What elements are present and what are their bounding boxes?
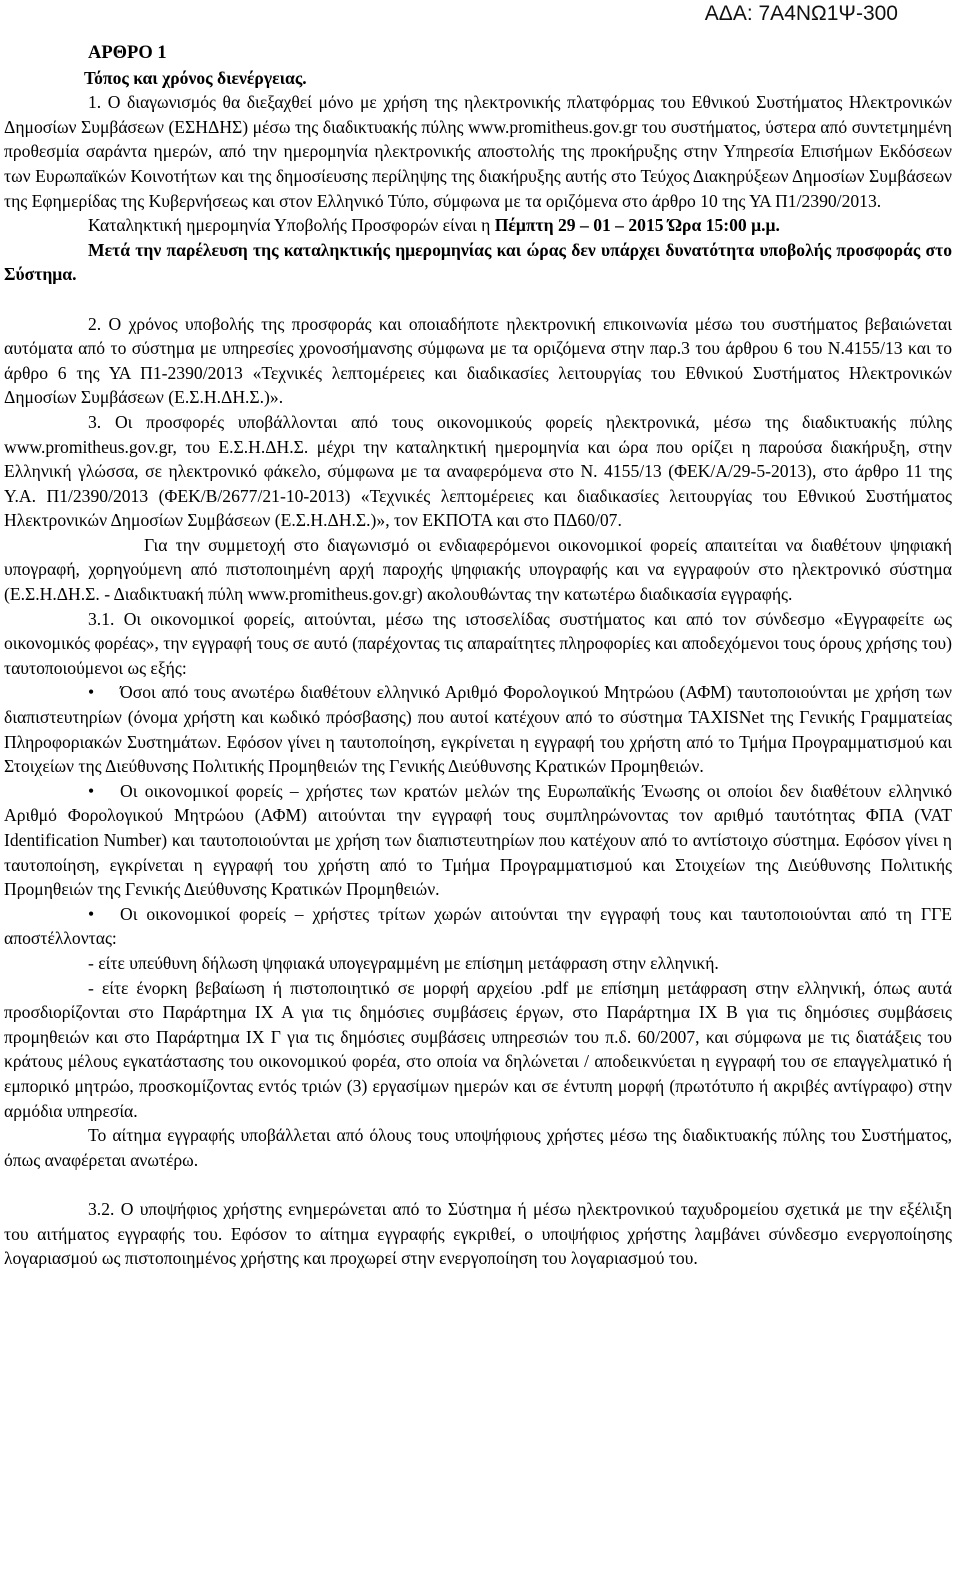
spacer — [4, 1172, 952, 1197]
dash-item-2: - είτε ένορκη βεβαίωση ή πιστοποιητικό σε μορφή αρχείου .pdf με επίσημη μετάφραση στην ελληνική, όπως αυτά προσδιορίζονται στο Παράρτημα ΙΧ Α για τις δημόσιες συμβάσεις έργων, στο Παράρτημα ΙΧ Β για τις δημόσιες συμβάσεις προμηθειών και στο Παράρτημα ΙΧ Γ για τις δημόσιες συμβάσεις υπηρεσιών του π.δ. 60/2007, και σύμφωνα με τις διατάξεις του κράτους μέλους εγκατάστασης του οικονομικού φορέα, στο οποία να δηλώνεται / αποδεικνύεται η εγγραφή του σε επαγγελματικό ή εμπορικό μητρώο, προσκομίζοντας εντός τριών (3) εργασίμων ημερών και σε έντυπη μορφή (πρωτότυπο ή ακριβές αντίγραφο) στην αρμόδια υπηρεσία. — [4, 977, 952, 1121]
paragraph-3: 3. Οι προσφορές υποβάλλονται από τους οικονομικούς φορείς ηλεκτρονικά, μέσω της διαδικτυακής πύλης www.promitheus.gov.gr, του Ε.Σ.Η.ΔΗ.Σ. μέχρι την καταληκτική ημερομηνία και ώρα που ορίζει η παρούσα διακήρυξη, στην Ελληνική γλώσσα, σε ηλεκτρονικό φάκελο, σύμφωνα με τα αναφερόμενα στο Ν. 4155/13 (ΦΕΚ/Α/29-5-2013), στο άρθρο 11 της Υ.Α. Π1/2390/2013 (ΦΕΚ/Β/2677/21-10-2013) «Τεχνικές λεπτομέρειες και διαδικασίες λειτουργίας του Εθνικού Συστήματος Ηλεκτρονικών Δημοσίων Συμβάσεων (Ε.Σ.Η.ΔΗ.Σ.)», τον ΕΚΠΟΤΑ και στο ΠΔ60/07. — [4, 411, 952, 531]
bullet-icon: • — [88, 780, 95, 801]
deadline-value: Πέμπτη 29 – 01 – 2015 Ώρα 15:00 μ.μ. — [494, 215, 780, 236]
paragraph-1: 1. Ο διαγωνισμός θα διεξαχθεί μόνο με χρήση της ηλεκτρονικής πλατφόρμας του Εθνικού Συστήματος Ηλεκτρονικών Δημοσίων Συμβάσεων (ΕΣΗΔΗΣ) μέσω της διαδικτυακής πύλης www.promitheus.gov.gr του συστήματος, ύστερα από συντετμημένη προθεσμία σαράντα ημερών, από την ημερομηνία ηλεκτρονικής αποστολής της προκήρυξης στην Υπηρεσία Επισήμων Εκδόσεων των Ευρωπαϊκών Κοινοτήτων και της δημοσίευσης περίληψης της διακήρυξης αυτής στο Τεύχος Διακηρύξεων Δημοσίων Συμβάσεων της Εφημερίδας της Κυβερνήσεως και στον Ελληνικό Τύπο, σύμφωνα με τα οριζόμενα στο άρθρο 10 της ΥΑ Π1/2390/2013. — [4, 92, 952, 211]
list-item — [4, 680, 952, 778]
document-page — [4, 41, 952, 1271]
article-heading: ΑΡΘΡΟ 1 — [88, 43, 167, 63]
paragraph-3-1: 3.1. Οι οικονομικοί φορείς, αιτούνται, μέσω της ιστοσελίδας συστήματος και από τον σύνδεσμο «Εγγραφείτε ως οικονομικός φορέας», την εγγραφή τους σε αυτό (παρέχοντας τις απαραίτητες πληροφορίες και αποδεχόμενοι τους όρους χρήσης του) ταυτοποιούμενοι ως εξής: — [4, 608, 952, 678]
dash-item-1: - είτε υπεύθυνη δήλωση ψηφιακά υπογεγραμμένη με επίσημη μετάφραση στην ελληνική. — [88, 952, 719, 973]
deadline-paragraph — [4, 213, 952, 238]
deadline-notice: Μετά την παρέλευση της καταληκτικής ημερομηνίας και ώρας δεν υπάρχει δυνατότητα υποβολής προσφοράς στο Σύστημα. — [4, 239, 952, 285]
bullet-icon: • — [88, 682, 95, 703]
paragraph-6: Το αίτημα εγγραφής υποβάλλεται από όλους τους υποψήφιους χρήστες μέσω της διαδικτυακής πύλης του Συστήματος, όπως αναφέρεται ανωτέρω. — [4, 1125, 952, 1170]
list-item-text: Οι οικονομικοί φορείς – χρήστες των κρατών μελών της Ευρωπαϊκής Ένωσης οι οποίοι δεν διαθέτουν ελληνικό Αριθμό Φορολογικού Μητρώου (ΑΦΜ) αιτούνται την εγγραφή τους συμπληρώνοντας τον αριθμό ταυτότητας ΦΠΑ (VAT Identification Number) και ταυτοποιούνται με χρήση των διαπιστευτηρίων που κατέχουν από το αντίστοιχο σύστημα. Εφόσον γίνει η ταυτοποίηση, εγκρίνεται η εγγραφή του χρήστη από το Τμήμα Προγραμματισμού και Στοιχείων της Διεύθυνσης Πολιτικής Προμηθειών της Γενικής Διεύθυνσης Κρατικών Προμηθειών. — [4, 780, 952, 900]
paragraph-2: 2. Ο χρόνος υποβολής της προσφοράς και οποιαδήποτε ηλεκτρονική επικοινωνία μέσω του συστήματος βεβαιώνεται αυτόματα από το σύστημα με υπηρεσίες χρονοσήμανσης σύμφωνα με τα οριζόμενα στην παρ.3 του άρθρου 6 του Ν.4155/13 και το άρθρο 6 της ΥΑ Π1-2390/2013 «Τεχνικές λεπτομέρειες και διαδικασίες λειτουργίας του Εθνικού Συστήματος Ηλεκτρονικών Δημοσίων Συμβάσεων (Ε.Σ.Η.ΔΗ.Σ.)». — [4, 313, 952, 408]
paragraph-4: Για την συμμετοχή στο διαγωνισμό οι ενδιαφερόμενοι οικονομικοί φορείς απαιτείται να διαθέτουν ψηφιακή υπογραφή, χορηγούμενη από πιστοποιημένη αρχή παροχής ψηφιακής υπογραφής και να εγγραφούν στο ηλεκτρονικό σύστημα (Ε.Σ.Η.ΔΗ.Σ. - Διαδικτυακή πύλη www.promitheus.gov.gr) ακολουθώντας την κατωτέρω διαδικασία εγγραφής. — [4, 534, 952, 605]
list-item — [4, 902, 952, 951]
list-item — [4, 779, 952, 902]
bullet-icon: • — [88, 903, 95, 924]
spacer — [4, 287, 952, 312]
article-subheading: Τόπος και χρόνος διενέργειας. — [84, 67, 307, 88]
ada-code: ΑΔΑ: 7Α4ΝΩ1Ψ-300 — [704, 2, 898, 25]
list-item-text: Όσοι από τους ανωτέρω διαθέτουν ελληνικό Αριθμό Φορολογικού Μητρώου (ΑΦΜ) ταυτοποιούνται με χρήση των διαπιστευτηρίων (όνομα χρήστη και κωδικό πρόσβασης) που αυτοί κατέχουν από το σύστημα TAXISNet της Γενικής Γραμματείας Πληροφοριακών Συστημάτων. Εφόσον γίνει η ταυτοποίηση, εγκρίνεται η εγγραφή του χρήστη από το Τμήμα Προγραμματισμού και Στοιχείων της Διεύθυνσης Πολιτικής Προμηθειών της Γενικής Διεύθυνσης Κρατικών Προμηθειών. — [4, 682, 952, 777]
deadline-label: Καταληκτική ημερομηνία Υποβολής Προσφορών είναι η — [88, 215, 495, 236]
list-item-text: Οι οικονομικοί φορείς – χρήστες τρίτων χωρών αιτούνται την εγγραφή τους και ταυτοποιούνται από τη ΓΓΕ αποστέλλοντας: — [4, 903, 952, 949]
paragraph-3-2: 3.2. Ο υποψήφιος χρήστης ενημερώνεται από το Σύστημα ή μέσω ηλεκτρονικού ταχυδρομείου σχετικά με την εξέλιξη του αιτήματος εγγραφής του. Εφόσον το αίτημα εγγραφής εγκριθεί, ο υποψήφιος χρήστης λαμβάνει σύνδεσμο ενεργοποίησης λογαριασμού ως πιστοποιημένος χρήστης και προχωρεί στην ενεργοποίηση του λογαριασμού του. — [4, 1198, 952, 1269]
